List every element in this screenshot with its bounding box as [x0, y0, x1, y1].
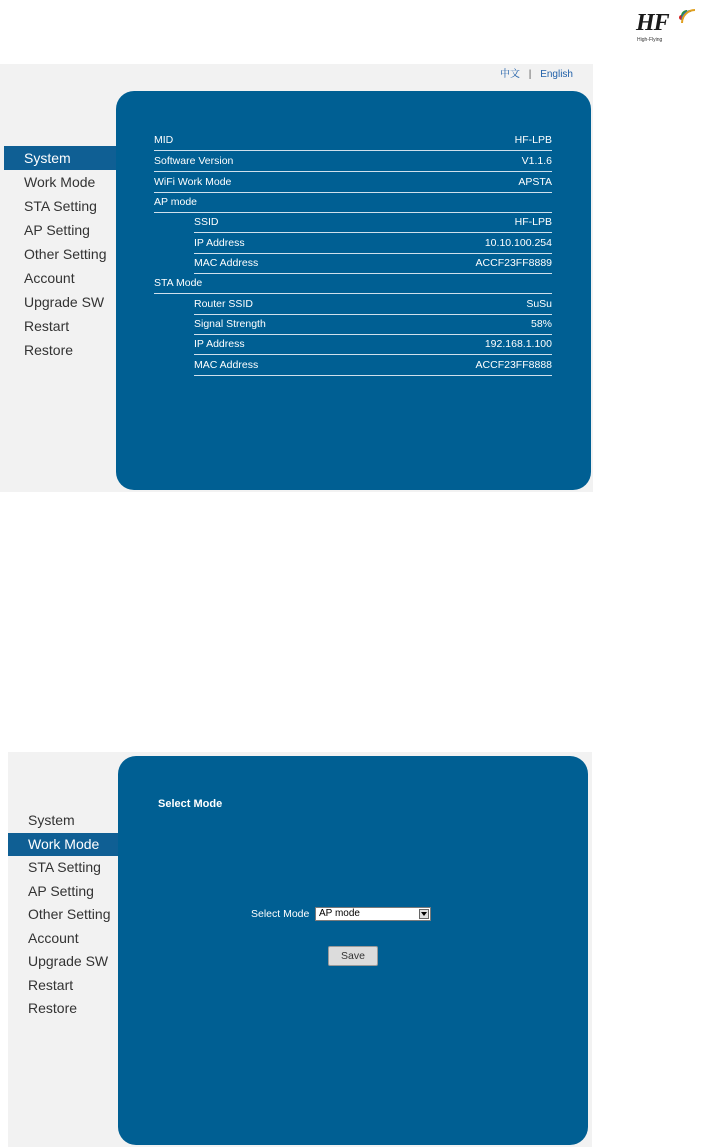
- ap-ip-row: [194, 233, 552, 254]
- sidebar-item-system[interactable]: System: [28, 812, 75, 828]
- sta-mac-value: ACCF23FF8888: [475, 359, 552, 371]
- ap-ip-value: 10.10.100.254: [484, 237, 552, 249]
- sidebar-item-restart[interactable]: Restart: [24, 318, 70, 334]
- sta-ip-label: IP Address: [194, 338, 245, 350]
- sidebar-menu: [4, 146, 117, 362]
- ap-mode-title: AP mode: [154, 196, 197, 208]
- sidebar-item-restore[interactable]: Restore: [28, 1000, 78, 1016]
- sidebar-item-work-mode[interactable]: Work Mode: [24, 174, 96, 190]
- wifi-work-mode-row: [154, 172, 552, 193]
- mode-select[interactable]: [315, 907, 431, 921]
- sta-ip-row: [194, 334, 552, 355]
- signal-strength-value: 58%: [530, 318, 552, 330]
- sidebar-item-account[interactable]: Account: [24, 270, 75, 286]
- sidebar-item-sta-setting[interactable]: STA Setting: [24, 198, 97, 214]
- sidebar-item-upgrade-sw[interactable]: Upgrade SW: [24, 294, 105, 310]
- wifi-work-mode-label: WiFi Work Mode: [154, 176, 232, 188]
- ap-mac-value: ACCF23FF8889: [475, 257, 552, 269]
- sidebar-item-sta-setting[interactable]: STA Setting: [28, 859, 101, 875]
- ap-mac-row: [194, 253, 552, 274]
- ap-ssid-label: SSID: [194, 216, 219, 228]
- mid-value: HF-LPB: [514, 134, 552, 146]
- sta-router-ssid-row: [194, 294, 552, 315]
- sidebar-item-other-setting[interactable]: Other Setting: [24, 246, 107, 262]
- sidebar-item-restart[interactable]: Restart: [28, 976, 74, 993]
- software-version-value: V1.1.6: [521, 155, 552, 167]
- router-ssid-label: Router SSID: [194, 298, 253, 310]
- ap-ssid-value: HF-LPB: [514, 216, 552, 228]
- sta-mac-label: MAC Address: [194, 359, 259, 371]
- sidebar-menu: [8, 809, 118, 1021]
- sidebar-item-ap-setting[interactable]: AP Setting: [28, 882, 94, 899]
- sta-mac-row: [194, 355, 552, 376]
- lang-chinese-link[interactable]: 中文: [500, 69, 521, 80]
- signal-strength-label: Signal Strength: [194, 318, 266, 330]
- work-mode-screenshot: [8, 752, 592, 1147]
- system-screenshot: [0, 64, 593, 492]
- sidebar-item-ap-setting[interactable]: AP Setting: [24, 222, 90, 238]
- sidebar-item-restore[interactable]: Restore: [24, 342, 74, 358]
- hf-logo: [636, 4, 696, 48]
- sidebar-item-system[interactable]: System: [4, 146, 117, 170]
- save-button[interactable]: Save: [328, 946, 378, 966]
- sta-signal-row: [194, 314, 552, 335]
- mid-label: MID: [154, 134, 174, 146]
- logo-text: HF: [636, 10, 669, 36]
- sta-mode-title: STA Mode: [154, 277, 203, 289]
- select-mode-heading: Select Mode: [158, 798, 223, 810]
- dropdown-arrow-icon[interactable]: [419, 909, 429, 919]
- logo-subtitle: High-Flying: [637, 37, 663, 43]
- lang-separator: |: [528, 69, 532, 80]
- system-info-panel: [116, 91, 591, 490]
- ap-mac-label: MAC Address: [194, 257, 259, 269]
- software-version-row: [154, 151, 552, 172]
- select-mode-label: Select Mode: [251, 908, 310, 920]
- mid-row: [154, 130, 552, 151]
- sidebar-item-work-mode[interactable]: Work Mode: [8, 833, 118, 857]
- sidebar-item-account[interactable]: Account: [28, 929, 79, 946]
- language-switch: [500, 65, 573, 80]
- router-ssid-value: SuSu: [526, 298, 552, 310]
- lang-english-link[interactable]: English: [540, 69, 573, 80]
- wifi-work-mode-value: APSTA: [518, 176, 552, 188]
- ap-ip-label: IP Address: [194, 237, 245, 249]
- work-mode-panel: [118, 756, 588, 1145]
- ap-ssid-row: [194, 212, 552, 233]
- wifi-signal-icon: [676, 4, 696, 24]
- sidebar-item-other-setting[interactable]: Other Setting: [28, 906, 111, 922]
- software-version-label: Software Version: [154, 155, 234, 167]
- ap-mode-section-title: [154, 192, 552, 213]
- sta-mode-section-title: [154, 273, 552, 294]
- sidebar-item-upgrade-sw[interactable]: Upgrade SW: [28, 953, 109, 969]
- mode-select-value: AP mode: [319, 908, 360, 919]
- sta-ip-value: 192.168.1.100: [484, 338, 552, 350]
